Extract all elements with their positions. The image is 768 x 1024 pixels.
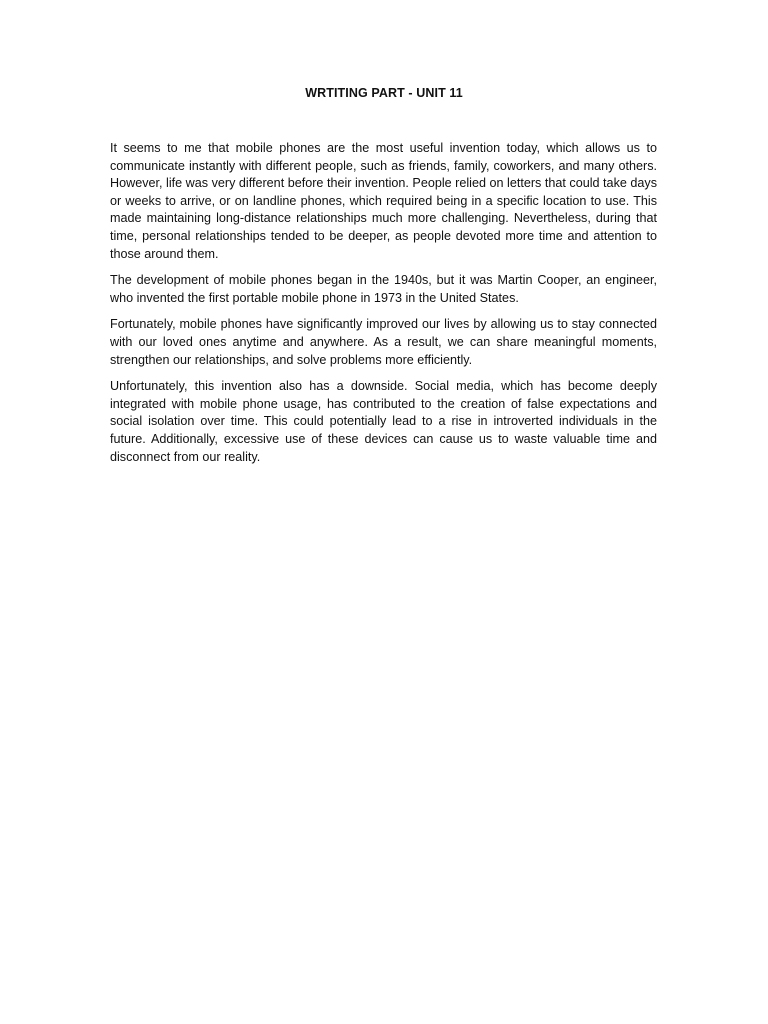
paragraph: It seems to me that mobile phones are the most useful invention today, which allows us to communicate instantly with different people, such as friends, family, coworkers, and many others. However, life was very different before their invention. People relied on letters that could take days or weeks to arrive, or on landline phones, which required being in a specific location to use. This made maintaining long-distance relationships much more challenging. Nevertheless, during that time, personal relationships tended to be deeper, as people devoted more time and attention to those around them. — [110, 141, 657, 261]
document-body — [110, 140, 657, 475]
paragraph: Unfortunately, this invention also has a downside. Social media, which has become deeply integrated with mobile phone usage, has contributed to the creation of false expectations and social isolation over time. This could potentially lead to a rise in introverted individuals in the future. Additionally, excessive use of these devices can cause us to waste valuable time and disconnect from our reality. — [110, 379, 657, 464]
paragraph: Fortunately, mobile phones have significantly improved our lives by allowing us to stay connected with our loved ones anytime and anywhere. As a result, we can share meaningful moments, strengthen our relationships, and solve problems more efficiently. — [110, 317, 657, 367]
paragraph: The development of mobile phones began in the 1940s, but it was Martin Cooper, an engineer, who invented the first portable mobile phone in 1973 in the United States. — [110, 273, 657, 305]
document-title: WRTITING PART - UNIT 11 — [305, 86, 463, 100]
